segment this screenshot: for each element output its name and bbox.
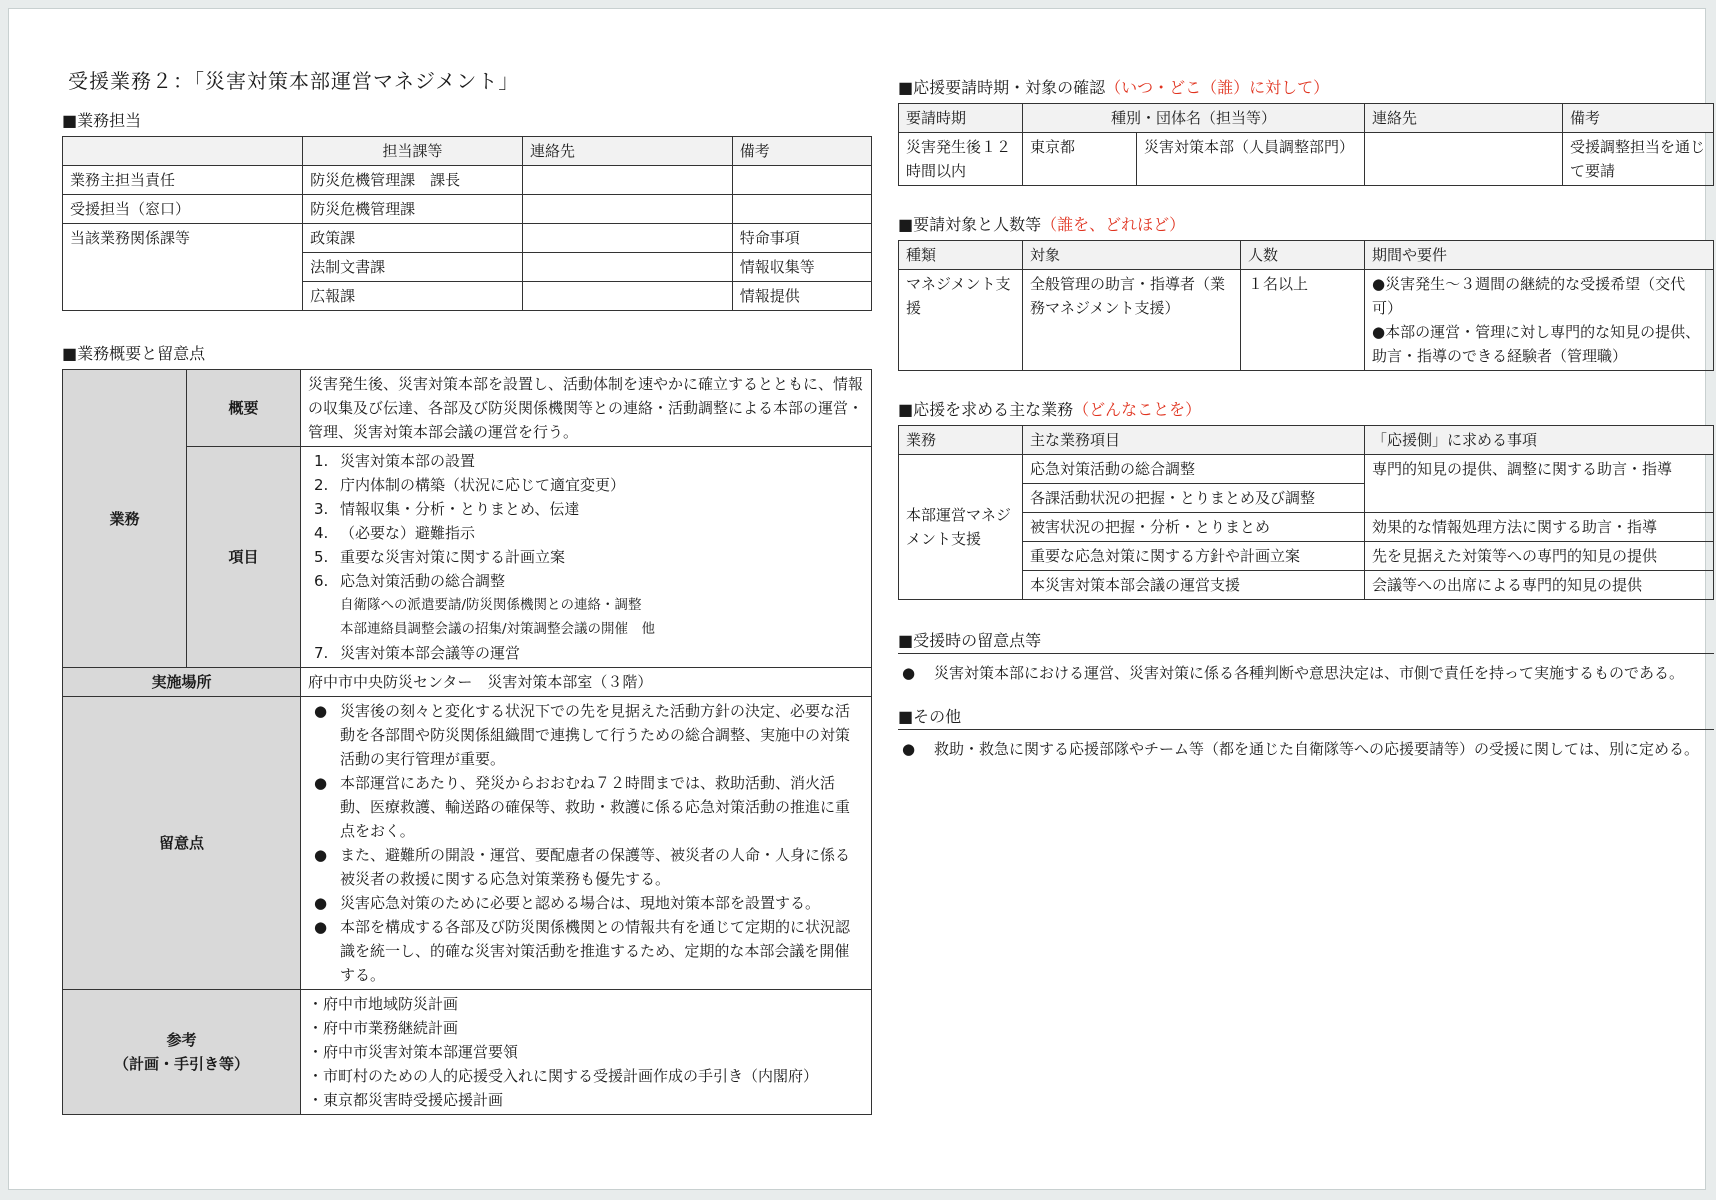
- table-row: [63, 990, 872, 1115]
- ninzu-heading: ■要請対象と人数等（誰を、どれほど）: [898, 215, 1186, 234]
- table-cell: 東京都: [1023, 133, 1137, 186]
- list-item: 1. 災害対策本部の設置: [314, 452, 476, 470]
- list-item: 3. 情報収集・分析・とりまとめ、伝達: [314, 500, 580, 518]
- table-cell: [522, 282, 732, 311]
- header-cell: 期間や要件: [1365, 241, 1714, 270]
- gaiyou-heading: ■業務概要と留意点: [62, 344, 206, 363]
- table-cell: 政策課: [303, 224, 523, 253]
- table-cell: [522, 195, 732, 224]
- table-row: [63, 224, 872, 253]
- list-item: 5. 重要な災害対策に関する計画立案: [314, 548, 566, 566]
- list-item: ● また、避難所の開設・運営、要配慮者の保護等、被災者の人命・人身に係る被災者の救援に関する応急対策業務も優先する。: [314, 846, 851, 888]
- table-cell: [732, 166, 871, 195]
- list-item: ・府中市地域防災計画: [308, 995, 459, 1013]
- table-row: [63, 166, 872, 195]
- table-cell: 業務主担当責任: [63, 166, 303, 195]
- ryui-heading: ■受援時の留意点等: [898, 628, 1714, 654]
- header-cell: 「応援側」に求める事項: [1365, 426, 1714, 455]
- header-cell: 業務: [899, 426, 1023, 455]
- gyomu-label: 業務: [63, 370, 187, 668]
- table-row: [899, 133, 1714, 186]
- jiki-table: [898, 103, 1714, 186]
- table-cell: 防災危機管理課: [303, 195, 523, 224]
- youken-cell: [1365, 270, 1714, 371]
- list-item: ・市町村のための人的応援受入れに関する受援計画作成の手引き（内閣府）: [308, 1067, 819, 1085]
- table-cell: 全般管理の助言・指導者（業務マネジメント支援）: [1023, 270, 1241, 371]
- jiki-heading: ■応援要請時期・対象の確認（いつ・どこ（誰）に対して）: [898, 78, 1330, 97]
- sub-item: 本部連絡員調整会議の招集/対策調整会議の開催 他: [340, 621, 656, 637]
- gyomu-table: [898, 425, 1714, 600]
- list-item: ● 災害応急対策のために必要と認める場合は、現地対策本部を設置する。: [314, 894, 821, 912]
- table-row: [899, 455, 1714, 484]
- header-cell: 担当課等: [303, 137, 523, 166]
- list-item: 2. 庁内体制の構築（状況に応じて適宜変更）: [314, 476, 626, 494]
- table-cell: 特命事項: [732, 224, 871, 253]
- list-item: ● 本部を構成する各部及び防災関係機関との情報共有を通じて定期的に状況認識を統一し、的確な災害対策活動を推進するため、定期的な本部会議を開催する。: [314, 918, 851, 984]
- right-column: [898, 75, 1714, 762]
- table-row: [899, 104, 1714, 133]
- header-cell: 対象: [1023, 241, 1241, 270]
- table-row: [899, 270, 1714, 371]
- koumoku-label: 項目: [187, 447, 301, 668]
- table-cell: 情報提供: [732, 282, 871, 311]
- table-cell: 専門的知見の提供、調整に関する助言・指導: [1365, 455, 1714, 513]
- list-item: ●本部の運営・管理に対し専門的な知見の提供、助言・指導のできる経験者（管理職）: [1372, 323, 1701, 365]
- sankou-list: [301, 990, 872, 1115]
- ryui-note: ● 災害対策本部における運営、災害対策に係る各種判断や意思決定は、市側で責任を持って実施するものである。: [902, 664, 1685, 682]
- sub-item: 自衛隊への派遣要請/防災関係機関との連絡・調整: [340, 597, 642, 613]
- header-cell: 人数: [1241, 241, 1365, 270]
- koumoku-list: [301, 447, 872, 668]
- table-cell: 防災危機管理課 課長: [303, 166, 523, 195]
- table-cell: 災害発生後１２時間以内: [899, 133, 1023, 186]
- header-cell: 連絡先: [522, 137, 732, 166]
- list-item: 4. （必要な）避難指示: [314, 524, 476, 542]
- list-item: ・府中市災害対策本部運営要領: [308, 1043, 519, 1061]
- table-cell: 法制文書課: [303, 253, 523, 282]
- sonota-heading: ■その他: [898, 704, 1714, 730]
- table-cell: 受援調整担当を通じて要請: [1563, 133, 1714, 186]
- table-cell: 各課活動状況の把握・とりまとめ及び調整: [1023, 484, 1365, 513]
- table-cell: 先を見据えた対策等への専門的知見の提供: [1365, 542, 1714, 571]
- gaiyou-table: [62, 369, 872, 1115]
- table-row: [899, 426, 1714, 455]
- ryuiten-list: [301, 697, 872, 990]
- basho-text: 府中市中央防災センター 災害対策本部室（３階）: [301, 668, 872, 697]
- table-cell: [522, 253, 732, 282]
- list-item: ● 災害後の刻々と変化する状況下での先を見据えた活動方針の決定、必要な活動を各部間や防災関係組織間で連携して行うための総合調整、実施中の対策活動の実行管理が重要。: [314, 702, 851, 768]
- tantou-table: [62, 136, 872, 311]
- tantou-heading: ■業務担当: [62, 111, 142, 130]
- table-cell: [522, 224, 732, 253]
- gaiyou-label: 概要: [187, 370, 301, 447]
- sonota-note: ● 救助・救急に関する応援部隊やチーム等（都を通じた自衛隊等への応援要請等）の受援に関しては、別に定める。: [902, 740, 1700, 758]
- header-cell: 要請時期: [899, 104, 1023, 133]
- page-title: 受援業務２：「災害対策本部運営マネジメント」: [68, 69, 520, 93]
- table-cell: 受援担当（窓口）: [63, 195, 303, 224]
- table-row: [63, 195, 872, 224]
- list-item: ●災害発生〜３週間の継続的な受援希望（交代可）: [1372, 275, 1686, 317]
- table-cell: 重要な応急対策に関する方針や計画立案: [1023, 542, 1365, 571]
- table-cell: [1365, 133, 1563, 186]
- table-cell: 応急対策活動の総合調整: [1023, 455, 1365, 484]
- table-row: [63, 668, 872, 697]
- table-cell: 災害対策本部（人員調整部門）: [1137, 133, 1365, 186]
- gyomu-heading: ■応援を求める主な業務（どんなことを）: [898, 400, 1202, 419]
- header-cell: 備考: [1563, 104, 1714, 133]
- table-cell: 被害状況の把握・分析・とりまとめ: [1023, 513, 1365, 542]
- table-cell: 当該業務関係課等: [63, 224, 303, 311]
- list-item: ・府中市業務継続計画: [308, 1019, 459, 1037]
- table-row: [63, 137, 872, 166]
- header-cell: 種別・団体名（担当等）: [1023, 104, 1365, 133]
- table-cell: 会議等への出席による専門的知見の提供: [1365, 571, 1714, 600]
- list-item: ・東京都災害時受援応援計画: [308, 1091, 504, 1109]
- header-cell: 備考: [732, 137, 871, 166]
- table-cell: 本災害対策本部会議の運営支援: [1023, 571, 1365, 600]
- table-cell: 効果的な情報処理方法に関する助言・指導: [1365, 513, 1714, 542]
- document-page: [8, 8, 1706, 1190]
- table-cell: [522, 166, 732, 195]
- table-row: [63, 370, 872, 447]
- table-row: [899, 241, 1714, 270]
- left-column: [62, 59, 872, 1115]
- list-item: 6. 応急対策活動の総合調整: [314, 572, 506, 590]
- list-item: ● 本部運営にあたり、発災からおおむね７２時間までは、救助活動、消火活動、医療救護、輸送路の確保等、救助・救護に係る応急対策活動の推進に重点をおく。: [314, 774, 851, 840]
- sankou-label: 参考 （計画・手引き等）: [63, 990, 301, 1115]
- ryuiten-label: 留意点: [63, 697, 301, 990]
- header-cell: [63, 137, 303, 166]
- gaiyou-text: 災害発生後、災害対策本部を設置し、活動体制を速やかに確立するとともに、情報の収集及び伝達、各部及び防災関係機関等との連絡・活動調整による本部の運営・管理、災害対策本部会議の運営を行う。: [301, 370, 872, 447]
- table-cell: 広報課: [303, 282, 523, 311]
- header-cell: 主な業務項目: [1023, 426, 1365, 455]
- table-cell: [732, 195, 871, 224]
- table-cell: マネジメント支援: [899, 270, 1023, 371]
- header-cell: 種類: [899, 241, 1023, 270]
- ninzu-table: [898, 240, 1714, 371]
- list-item: 7. 災害対策本部会議等の運営: [314, 644, 521, 662]
- table-cell: １名以上: [1241, 270, 1365, 371]
- gyomu-name: 本部運営マネジメント支援: [899, 455, 1023, 600]
- table-row: [63, 697, 872, 990]
- table-cell: 情報収集等: [732, 253, 871, 282]
- basho-label: 実施場所: [63, 668, 301, 697]
- header-cell: 連絡先: [1365, 104, 1563, 133]
